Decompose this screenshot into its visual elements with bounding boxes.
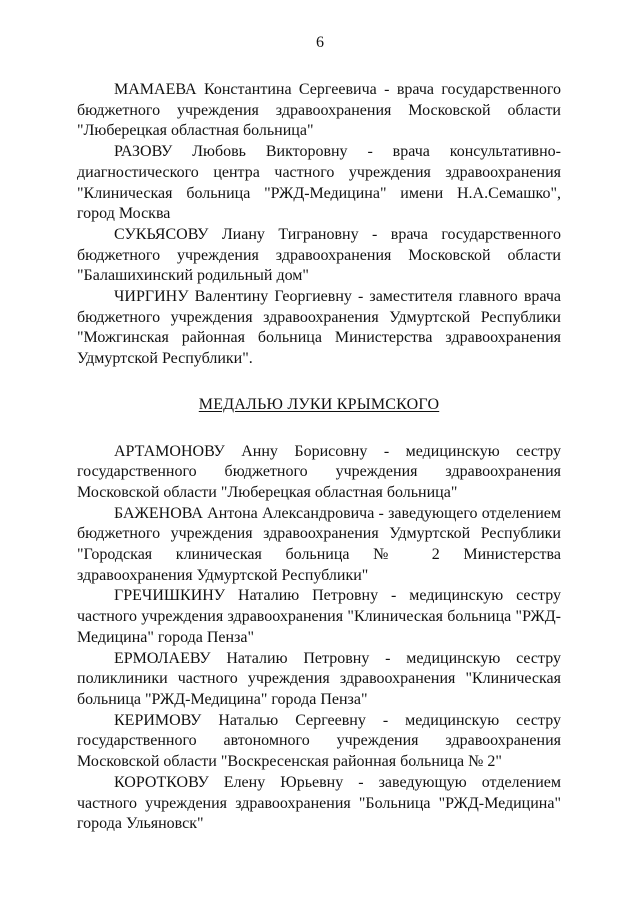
award-entry: АРТАМОНОВУ Анну Борисовну - медицинскую сестру государственного бюджетного учреждения здравоохранения Московской области "Люберецкая областная больница" (77, 442, 561, 501)
award-entry: КЕРИМОВУ Наталью Сергеевну - медицинскую сестру государственного автономного учреждения здравоохранения Московской области "Воскресенская районная больница № 2" (77, 711, 561, 771)
award-entry: БАЖЕНОВА Антона Александровича - заведующего отделением бюджетного учреждения здравоохранения Удмуртской Республики "Городская клиническая больница № 2 Министерства здравоохранения Удмуртской Республики" (77, 504, 561, 584)
award-entry: ГРЕЧИШКИНУ Наталию Петровну - медицинскую сестру частного учреждения здравоохранения "Клиническая больница "РЖД-Медицина" города Пенза" (77, 587, 561, 646)
award-entry: СУКЬЯСОВУ Лиану Тиграновну - врача государственного бюджетного учреждения здравоохранения Московской области "Балашихинский родильный дом" (77, 225, 561, 285)
page-number: 6 (316, 34, 324, 51)
section-heading: МЕДАЛЬЮ ЛУКИ КРЫМСКОГО (198, 395, 440, 413)
award-entry: ЧИРГИНУ Валентину Георгиевну - заместителя главного врача бюджетного учреждения здравоохранения Удмуртской Республики "Можгинская районная больница Министерства здравоохранения Удмуртской Республики". (77, 288, 561, 368)
award-entry: КОРОТКОВУ Елену Юрьевну - заведующую отделением частного учреждения здравоохранения "Больница "РЖД-Медицина" города Ульяновск" (77, 773, 561, 833)
award-entry: ЕРМОЛАЕВУ Наталию Петровну - медицинскую сестру поликлиники частного учреждения здравоохранения "Клиническая больница "РЖД-Медицина" города Пенза" (77, 649, 561, 708)
document-body (77, 80, 561, 835)
award-entry: РАЗОВУ Любовь Викторовну - врача консультативно-диагностического центра частного учреждения здравоохранения "Клиническая больница "РЖД-Медицина" имени Н.А.Семашко", город Москва (77, 143, 561, 223)
award-entry: МАМАЕВА Константина Сергеевича - врача государственного бюджетного учреждения здравоохранения Московской области "Люберецкая областная больница" (77, 81, 561, 140)
